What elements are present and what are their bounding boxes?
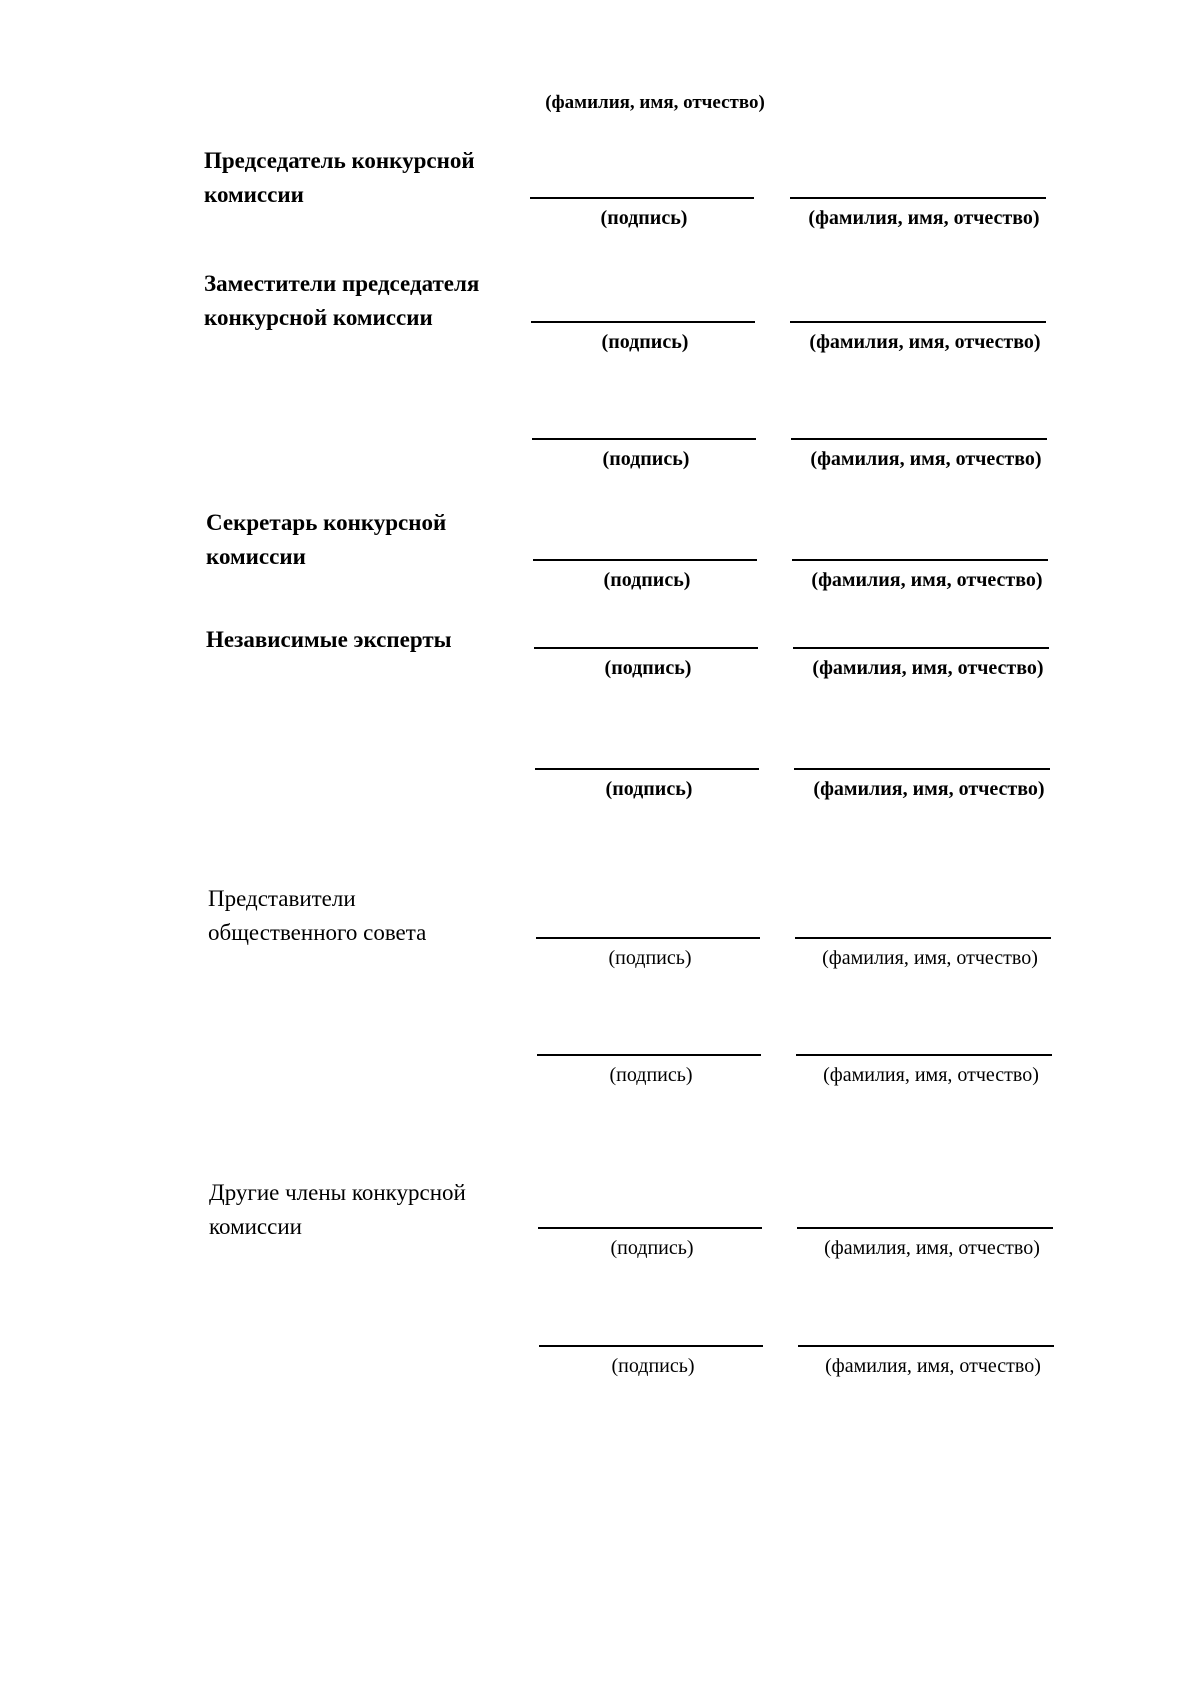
signature-caption: (подпись) xyxy=(608,947,692,969)
signature-line xyxy=(531,321,755,323)
name-line xyxy=(796,1054,1052,1056)
signature-line xyxy=(536,937,760,939)
name-caption: (фамилия, имя, отчество) xyxy=(822,947,1038,969)
signature-line xyxy=(539,1345,763,1347)
signature-line xyxy=(532,438,756,440)
role-label-other-members xyxy=(209,1176,499,1244)
name-line xyxy=(798,1345,1054,1347)
signature-line xyxy=(533,559,757,561)
signature-line xyxy=(535,768,759,770)
role-label-line: Другие члены конкурсной xyxy=(209,1180,466,1205)
name-caption: (фамилия, имя, отчество) xyxy=(811,569,1043,591)
role-label-line: Независимые эксперты xyxy=(206,627,452,652)
role-label-public-council xyxy=(208,882,498,950)
name-line xyxy=(790,321,1046,323)
name-line xyxy=(794,768,1050,770)
name-caption: (фамилия, имя, отчество) xyxy=(824,1237,1040,1259)
role-label-deputies xyxy=(204,267,494,335)
signature-caption: (подпись) xyxy=(603,569,691,591)
name-line xyxy=(790,197,1046,199)
name-line xyxy=(795,937,1051,939)
signature-caption: (подпись) xyxy=(611,1355,695,1377)
signature-caption: (подпись) xyxy=(610,1237,694,1259)
signature-caption: (подпись) xyxy=(605,778,693,800)
signature-line xyxy=(530,197,754,199)
top-name-caption: (фамилия, имя, отчество) xyxy=(545,92,765,113)
role-label-line: комиссии xyxy=(204,182,304,207)
signature-caption: (подпись) xyxy=(600,207,688,229)
signature-line xyxy=(537,1054,761,1056)
name-caption: (фамилия, имя, отчество) xyxy=(808,207,1040,229)
role-label-line: Председатель конкурсной xyxy=(204,148,475,173)
name-line xyxy=(792,559,1048,561)
name-caption: (фамилия, имя, отчество) xyxy=(809,331,1041,353)
name-caption: (фамилия, имя, отчество) xyxy=(825,1355,1041,1377)
role-label-line: Представители xyxy=(208,886,356,911)
role-label-chairman xyxy=(204,144,494,212)
name-line xyxy=(793,647,1049,649)
role-label-line: Секретарь конкурсной xyxy=(206,510,447,535)
signature-caption: (подпись) xyxy=(609,1064,693,1086)
role-label-secretary xyxy=(206,506,496,574)
role-label-line: Заместители председателя xyxy=(204,271,480,296)
role-label-line: конкурсной комиссии xyxy=(204,305,433,330)
name-caption: (фамилия, имя, отчество) xyxy=(812,657,1044,679)
name-line xyxy=(797,1227,1053,1229)
name-caption: (фамилия, имя, отчество) xyxy=(813,778,1045,800)
role-label-line: комиссии xyxy=(206,544,306,569)
role-label-line: общественного совета xyxy=(208,920,427,945)
signature-caption: (подпись) xyxy=(604,657,692,679)
name-caption: (фамилия, имя, отчество) xyxy=(810,448,1042,470)
signature-caption: (подпись) xyxy=(601,331,689,353)
name-caption: (фамилия, имя, отчество) xyxy=(823,1064,1039,1086)
name-line xyxy=(791,438,1047,440)
signature-line xyxy=(534,647,758,649)
signature-line xyxy=(538,1227,762,1229)
role-label-line: комиссии xyxy=(209,1214,302,1239)
signature-caption: (подпись) xyxy=(602,448,690,470)
role-label-experts xyxy=(206,623,496,657)
